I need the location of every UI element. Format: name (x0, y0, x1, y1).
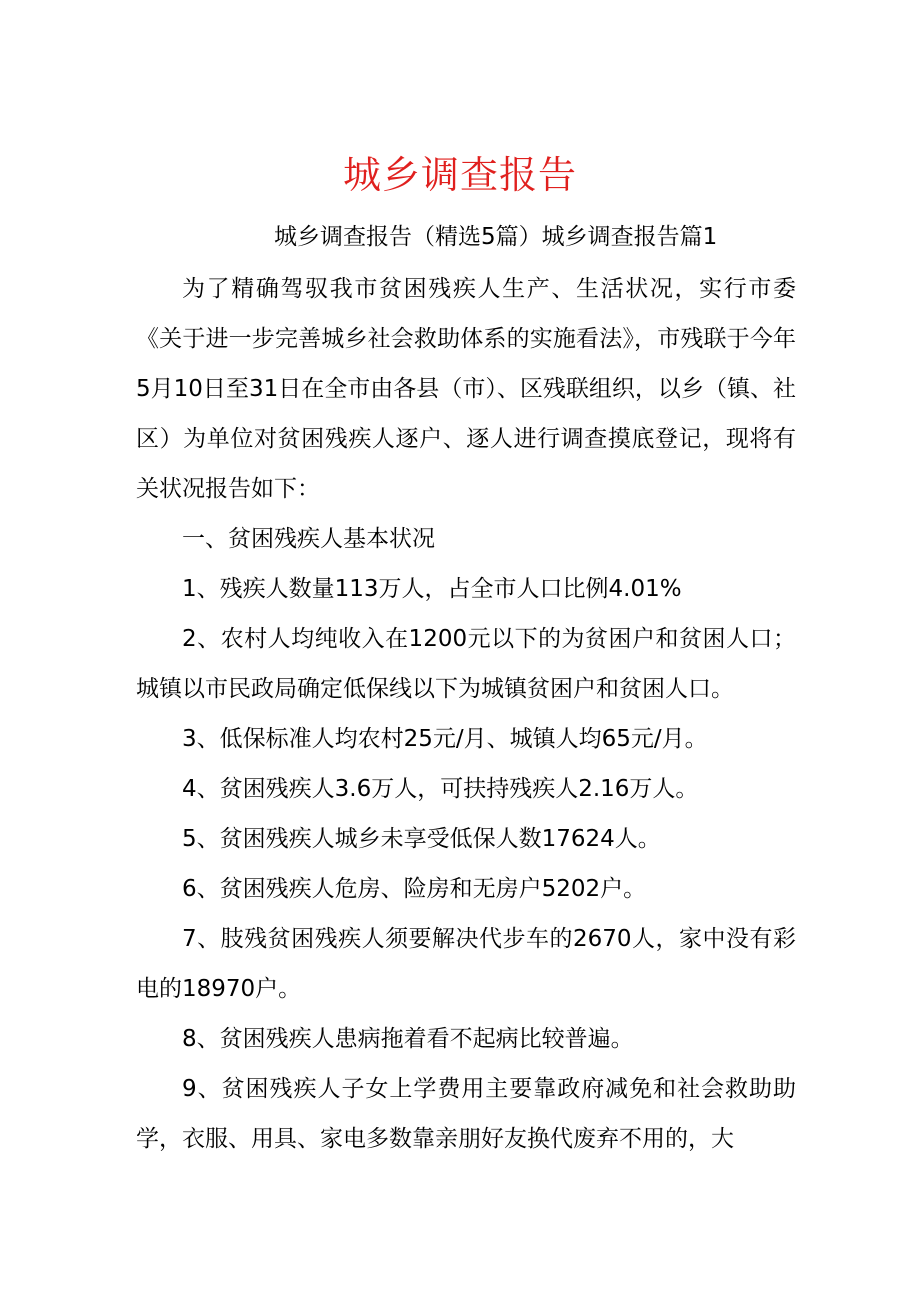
section-heading: 一、贫困残疾人基本状况 (182, 526, 435, 552)
list-item: 3、低保标准人均农村25元/月、城镇人均65元/月。 (182, 726, 708, 752)
list-item: 6、贫困残疾人危房、险房和无房户5202户。 (182, 876, 647, 902)
list-item: 8、贫困残疾人患病拖着看不起病比较普遍。 (182, 1026, 634, 1052)
intro-paragraph: 为了精确驾驭我市贫困残疾人生产、生活状况，实行市委《关于进一步完善城乡社会救助体系的实施看法》，市残联于今年5月10日至31日在全市由各县（市）、区残联组织，以乡（镇、社区）为单位对贫困残疾人逐户、逐人进行调查摸底登记，现将有关状况报告如下： (136, 276, 796, 502)
list-item: 5、贫困残疾人城乡未享受低保人数17624人。 (182, 826, 661, 852)
list-item: 1、残疾人数量113万人，占全市人口比例4.01% (182, 576, 682, 602)
list-item: 7、肢残贫困残疾人须要解决代步车的2670人，家中没有彩电的18970户。 (136, 926, 796, 1002)
list-item: 9、贫困残疾人子女上学费用主要靠政府减免和社会救助助学，衣服、用具、家电多数靠亲朋好友换代废弃不用的，大 (136, 1076, 796, 1152)
document-body (136, 212, 796, 1164)
list-item: 4、贫困残疾人3.6万人，可扶持残疾人2.16万人。 (182, 776, 699, 802)
list-item: 2、农村人均纯收入在1200元以下的为贫困户和贫困人口；城镇以市民政局确定低保线以下为城镇贫困户和贫困人口。 (136, 626, 796, 702)
document-subtitle: 城乡调查报告（精选5篇）城乡调查报告篇1 (274, 224, 718, 250)
document-title: 城乡调查报告 (342, 153, 577, 197)
